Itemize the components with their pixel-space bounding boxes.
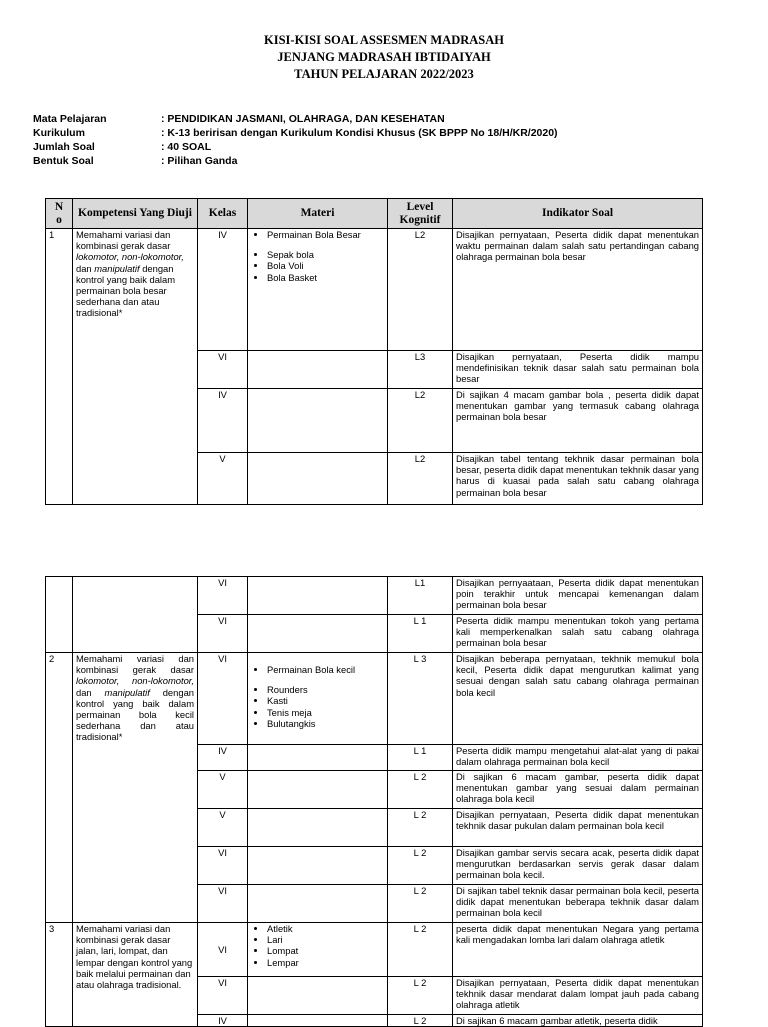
cell-indikator: Di sajikan 6 macam gambar atletik, peserta didik [453,1015,703,1027]
cell-level: L 3 [388,653,453,745]
materi-list [251,229,384,283]
cell-no: 1 [46,229,73,505]
materi-list [251,923,384,968]
meta-label: Mata Pelajaran [33,113,107,125]
cell-kelas: VI [198,615,248,653]
cell-indikator: Disajikan pernyaataan, Peserta didik dapat menentukan poin terakhir untuk mencapai kemenangan dalam permainan bola besar [453,577,703,615]
table-row [46,653,703,745]
cell-level: L 2 [388,1015,453,1027]
cell-materi [248,577,388,615]
col-header-kompetensi: Kompetensi Yang Diuji [73,199,198,229]
cell-level: L 2 [388,885,453,923]
cell-kelas: VI [198,653,248,745]
cell-materi [248,229,388,351]
materi-list [251,664,384,729]
cell-kelas: V [198,453,248,505]
table-row [46,577,703,615]
cell-kompetensi: Memahami variasi dan kombinasi gerak dasar lokomotor, non-lokomotor, dan manipulatif dengan kontrol yang baik dalam permainan bola kecil sederhana dan atau tradisional* [73,653,198,923]
cell-materi [248,745,388,771]
kisi-table-1 [45,198,703,505]
cell-materi [248,615,388,653]
table-row [46,229,703,351]
meta-value: : 40 SOAL [161,141,212,153]
cell-kelas: VI [198,977,248,1015]
cell-level: L 1 [388,745,453,771]
meta-row-jumlah [33,140,558,154]
col-header-indikator: Indikator Soal [453,199,703,229]
materi-item: • Kasti [267,695,384,706]
cell-indikator: Disajikan pernyataan, Peserta didik dapat menentukan tekhnik dasar pukulan dalam permainan bola kecil [453,809,703,847]
cell-kompetensi [73,577,198,653]
cell-materi [248,809,388,847]
cell-no: 2 [46,653,73,923]
cell-materi [248,977,388,1015]
kisi-table-2 [45,576,703,1027]
materi-item: • Lompat [267,945,384,956]
cell-kelas: IV [198,1015,248,1027]
materi-item: • Lempar [267,957,384,968]
cell-materi [248,1015,388,1027]
cell-materi [248,653,388,745]
cell-indikator: Disajikan pernyataan, Peserta didik dapat menentukan waktu permainan dalam salah satu pertandingan cabang olahraga permainan bola besar [453,229,703,351]
materi-item: • Rounders [267,684,384,695]
cell-materi [248,847,388,885]
cell-level: L 2 [388,977,453,1015]
col-header-no: N o [46,199,73,229]
doc-title-line-2: JENJANG MADRASAH IBTIDAIYAH [277,50,491,64]
materi-item: • Permainan Bola kecil [267,664,384,675]
cell-kelas: IV [198,389,248,453]
cell-kelas: IV [198,229,248,351]
cell-materi [248,389,388,453]
cell-indikator: Disajikan beberapa pernyataan, tekhnik memukul bola kecil, Peserta didik dapat mengurutkan kalimat yang sesuai dengan salah satu cabang olahraga permainan bola kecil [453,653,703,745]
cell-indikator: Di sajikan tabel teknik dasar permainan bola kecil, peserta didik dapat menentukan beberapa tekhnik dasar dalam permainan bola kecil [453,885,703,923]
cell-materi [248,351,388,389]
meta-value: : K-13 beririsan dengan Kurikulum Kondisi Khusus (SK BPPP No 18/H/KR/2020) [161,127,558,139]
cell-level: L 2 [388,923,453,977]
meta-row-mapel [33,112,558,126]
cell-indikator: Disajikan pernyataan, Peserta didik dapat menentukan tekhnik dasar mendarat dalam lompat jauh pada cabang olahraga atletik [453,977,703,1015]
meta-label: Kurikulum [33,127,85,139]
cell-indikator: Disajikan pernyataan, Peserta didik mampu mendefinisikan teknik dasar salah satu permainan bola besar [453,351,703,389]
cell-no: 3 [46,923,73,1027]
meta-row-kurikulum [33,126,558,140]
cell-level: L3 [388,351,453,389]
materi-item: • Lari [267,934,384,945]
cell-level: L 2 [388,809,453,847]
cell-materi [248,453,388,505]
table-header-row [46,199,703,229]
cell-materi [248,923,388,977]
cell-level: L 2 [388,847,453,885]
cell-indikator: Peserta didik mampu menentukan tokoh yang pertama kali memperkenalkan salah satu cabang olahraga permainan bola besar [453,615,703,653]
cell-indikator: Di sajikan 4 macam gambar bola , peserta didik dapat menentukan gambar yang termasuk cabang olahraga permainan bola besar [453,389,703,453]
materi-item: • Bola Voli [267,260,384,271]
cell-kelas: VI [198,577,248,615]
cell-kompetensi: Memahami variasi dan kombinasi gerak dasar jalan, lari, lompat, dan lempar dengan kontrol yang baik melalui permainan dan atau olahraga tradisional. [73,923,198,1027]
cell-indikator: Disajikan gambar servis secara acak, peserta didik dapat mengurutkan berdasarkan servis gerak dasar dalam permainan bola kecil. [453,847,703,885]
cell-kompetensi: Memahami variasi dan kombinasi gerak dasar lokomotor, non-lokomotor, dan manipulatif dengan kontrol yang baik dalam permainan bola besar sederhana dan atau tradisional* [73,229,198,505]
materi-item: • Sepak bola [267,249,384,260]
cell-no [46,577,73,653]
col-header-level: Level Kognitif [388,199,453,229]
cell-kelas: IV [198,745,248,771]
cell-kelas: V [198,771,248,809]
materi-item: • Tenis meja [267,707,384,718]
meta-value: : PENDIDIKAN JASMANI, OLAHRAGA, DAN KESEHATAN [161,113,445,125]
cell-materi [248,885,388,923]
cell-kelas: VI [198,885,248,923]
cell-indikator: peserta didik dapat menentukan Negara yang pertama kali mengadakan lomba lari dalam olahraga atletik [453,923,703,977]
cell-kelas: VI [198,351,248,389]
cell-kelas: VI [198,923,248,977]
materi-item: • Atletik [267,923,384,934]
materi-item: • Permainan Bola Besar [267,229,384,240]
cell-level: L2 [388,229,453,351]
cell-kelas: VI [198,847,248,885]
meta-value: : Pilihan Ganda [161,155,238,167]
cell-materi [248,771,388,809]
cell-level: L2 [388,389,453,453]
col-header-kelas: Kelas [198,199,248,229]
cell-indikator: Disajikan tabel tentang tekhnik dasar permainan bola besar, peserta didik dapat menentukan tekhnik dasar yang harus di kuasai pada salah satu cabang olahraga permainan bola besar [453,453,703,505]
doc-title-line-1: KISI-KISI SOAL ASSESMEN MADRASAH [264,33,504,47]
meta-block [33,112,558,168]
col-header-materi: Materi [248,199,388,229]
cell-level: L1 [388,577,453,615]
meta-row-bentuk [33,154,558,168]
doc-title-line-3: TAHUN PELAJARAN 2022/2023 [294,67,474,81]
materi-item: • Bulutangkis [267,718,384,729]
cell-level: L 1 [388,615,453,653]
materi-item: • Bola Basket [267,272,384,283]
cell-level: L2 [388,453,453,505]
meta-label: Jumlah Soal [33,141,95,153]
meta-label: Bentuk Soal [33,155,94,167]
table-row [46,923,703,977]
cell-indikator: Peserta didik mampu mengetahui alat-alat yang di pakai dalam olahraga permainan bola kecil [453,745,703,771]
cell-indikator: Di sajikan 6 macam gambar, peserta didik dapat menentukan gambar yang sesuai dalam permainan olahraga bola kecil [453,771,703,809]
cell-kelas: V [198,809,248,847]
cell-level: L 2 [388,771,453,809]
